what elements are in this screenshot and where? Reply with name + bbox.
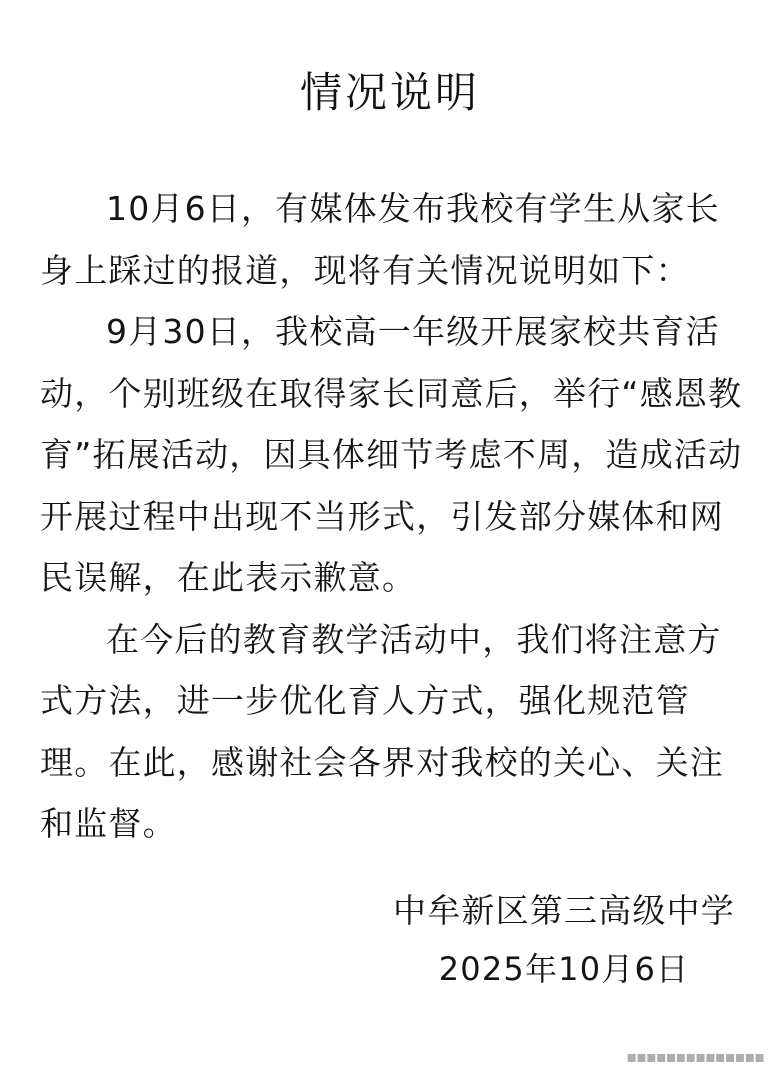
watermark-icon: ▪▪▪▪▪▪▪▪▪▪▪▪▪▪ [626,1047,764,1066]
signature-block [393,882,735,998]
paragraph-2: 9月30日，我校高一年级开展家校共育活动，个别班级在取得家长同意后，举行“感恩教育”拓展活动，因具体细节考虑不周，造成活动开展过程中出现不当形式，引发部分媒体和网民误解，在此表示歉意。 [40,312,743,597]
document-title: 情况说明 [299,68,480,117]
document-body [40,178,750,855]
signature-date: 2025年10月6日 [438,950,690,988]
paragraph-1: 10月6日，有媒体发布我校有学生从家长身上踩过的报道，现将有关情况说明如下： [40,189,720,290]
signature-organization: 中牟新区第三高级中学 [393,891,735,930]
paragraph-3: 在今后的教育教学活动中，我们将注意方式方法，进一步优化育人方式，强化规范管理。在此，感谢社会各界对我校的关心、关注和监督。 [40,619,724,843]
